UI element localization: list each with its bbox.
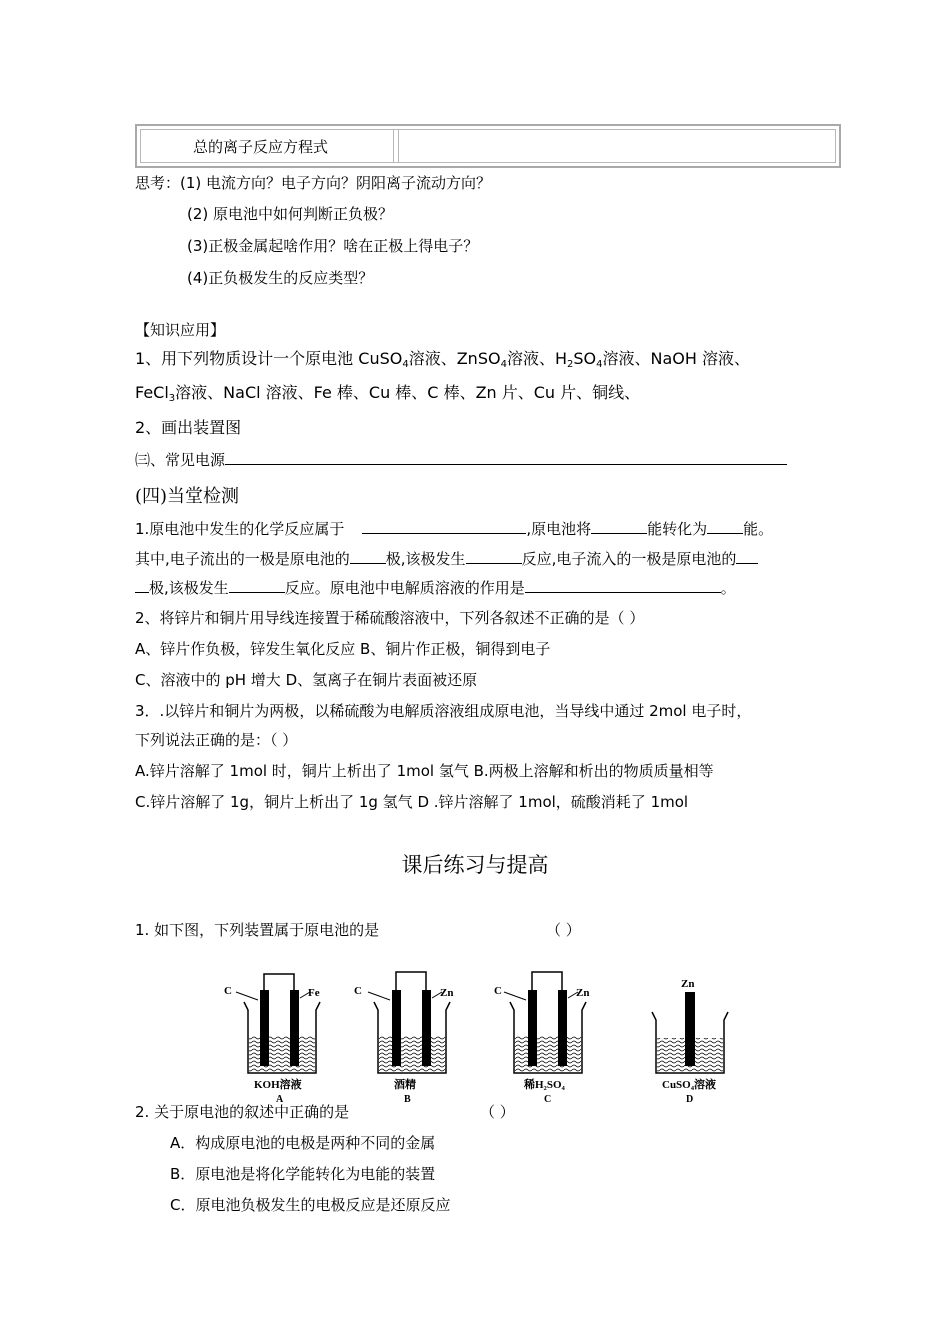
label-b-left: C xyxy=(354,985,362,997)
knowledge-title: 【知识应用】 xyxy=(135,321,226,339)
after-q2-b: B．原电池是将化学能转化为电能的装置 xyxy=(170,1165,436,1183)
think-q4: (4)正负极发生的反应类型？ xyxy=(187,269,374,287)
electrode-c-right xyxy=(558,990,567,1066)
letter-b: B xyxy=(404,1094,411,1105)
check-q3-ab: A.锌片溶解了 1mol 时，铜片上析出了 1mol 氢气 B.两极上溶解和析出的物质质量相等 xyxy=(135,762,714,780)
electrode-b-left xyxy=(392,990,401,1066)
electrode-c-left xyxy=(528,990,537,1066)
beaker-b xyxy=(354,972,453,1105)
think-q2: (2) 原电池中如何判断正负极？ xyxy=(187,205,394,223)
knowledge-item1-line2: FeCl$_3$溶液、NaCl 溶液、Fe 棒、Cu 棒、C 棒、Zn 片、Cu 片、铜线、 xyxy=(135,383,641,404)
letter-d: D xyxy=(686,1094,694,1105)
solution-b: 酒精 xyxy=(394,1079,416,1091)
check-q3-line2: 下列说法正确的是：（ ） xyxy=(135,731,298,749)
electrode-b-right xyxy=(422,990,431,1066)
after-q2-c: C．原电池负极发生的电极反应是还原反应 xyxy=(170,1196,451,1214)
table-divider xyxy=(393,130,399,162)
check-q3-cd: C.锌片溶解了 1g，铜片上析出了 1g 氢气 D .锌片溶解了 1mol，硫酸消耗了 1mol xyxy=(135,793,689,811)
after-title: 课后练习与提高 xyxy=(401,853,549,877)
label-c-left: C xyxy=(494,985,502,997)
check-q1-line3: 极,该极发生 反应。原电池中电解质溶液的作用是 。 xyxy=(135,578,736,598)
label-d-top: Zn xyxy=(681,978,695,990)
check-q1: 1.原电池中发生的化学反应属于 ,原电池将 能转化为 能。 xyxy=(135,520,774,538)
solution-c: 稀H₂SO₄ xyxy=(524,1079,565,1091)
label-a-left: C xyxy=(224,985,232,997)
after-q1-paren: （ ） xyxy=(546,921,581,939)
check-title: (四)当堂检测 xyxy=(135,486,240,507)
cells-diagram xyxy=(220,968,750,1110)
label-a-right: Fe xyxy=(308,987,320,999)
solution-a: KOH溶液 xyxy=(254,1079,302,1091)
equation-table xyxy=(135,124,841,168)
letter-c: C xyxy=(544,1094,552,1105)
knowledge-item3: ㈢、常见电源 xyxy=(135,450,787,470)
solution-d: CuSO₄溶液 xyxy=(662,1079,717,1091)
beaker-a xyxy=(224,974,320,1105)
after-q2: 2. 关于原电池的叙述中正确的是 xyxy=(135,1103,350,1121)
knowledge-item1: 1、用下列物质设计一个原电池 CuSO$_4$溶液、ZnSO$_4$溶液、$H_2SO_4$溶液、NaOH 溶液、 xyxy=(135,349,750,370)
beaker-c xyxy=(494,972,589,1105)
beaker-d xyxy=(652,978,728,1105)
electrode-d xyxy=(685,992,695,1066)
letter-a: A xyxy=(276,1094,284,1105)
electrode-a-right xyxy=(290,990,299,1066)
label-c-right: Zn xyxy=(576,987,590,999)
think-q3: (3)正极金属起啥作用？啥在正极上得电子？ xyxy=(187,237,479,255)
after-q1: 1. 如下图，下列装置属于原电池的是 xyxy=(135,921,380,939)
after-q2-paren: （ ） xyxy=(480,1103,515,1121)
check-q2: 2、将锌片和铜片用导线连接置于稀硫酸溶液中，下列各叙述不正确的是（ ） xyxy=(135,609,645,627)
equation-table-inner xyxy=(140,129,836,163)
check-q3-line1: 3．.以锌片和铜片为两极，以稀硫酸为电解质溶液组成原电池，当导线中通过 2mol 电子时， xyxy=(135,702,752,720)
after-q2-a: A．构成原电池的电极是两种不同的金属 xyxy=(170,1134,436,1152)
check-q2-ab: A、锌片作负极，锌发生氧化反应 B、铜片作正极，铜得到电子 xyxy=(135,640,551,658)
knowledge-item2: 2、画出装置图 xyxy=(135,418,242,437)
check-q2-cd: C、溶液中的 pH 增大 D、氢离子在铜片表面被还原 xyxy=(135,671,478,689)
think-q1: 思考：(1) 电流方向？电子方向？阴阳离子流动方向？ xyxy=(135,174,492,192)
electrode-a-left xyxy=(260,990,269,1066)
label-b-right: Zn xyxy=(440,987,454,999)
check-q1-line2: 其中,电子流出的一极是原电池的 极,该极发生 反应,电子流入的一极是原电池的 xyxy=(135,549,758,569)
table-label: 总的离子反应方程式 xyxy=(193,138,329,156)
